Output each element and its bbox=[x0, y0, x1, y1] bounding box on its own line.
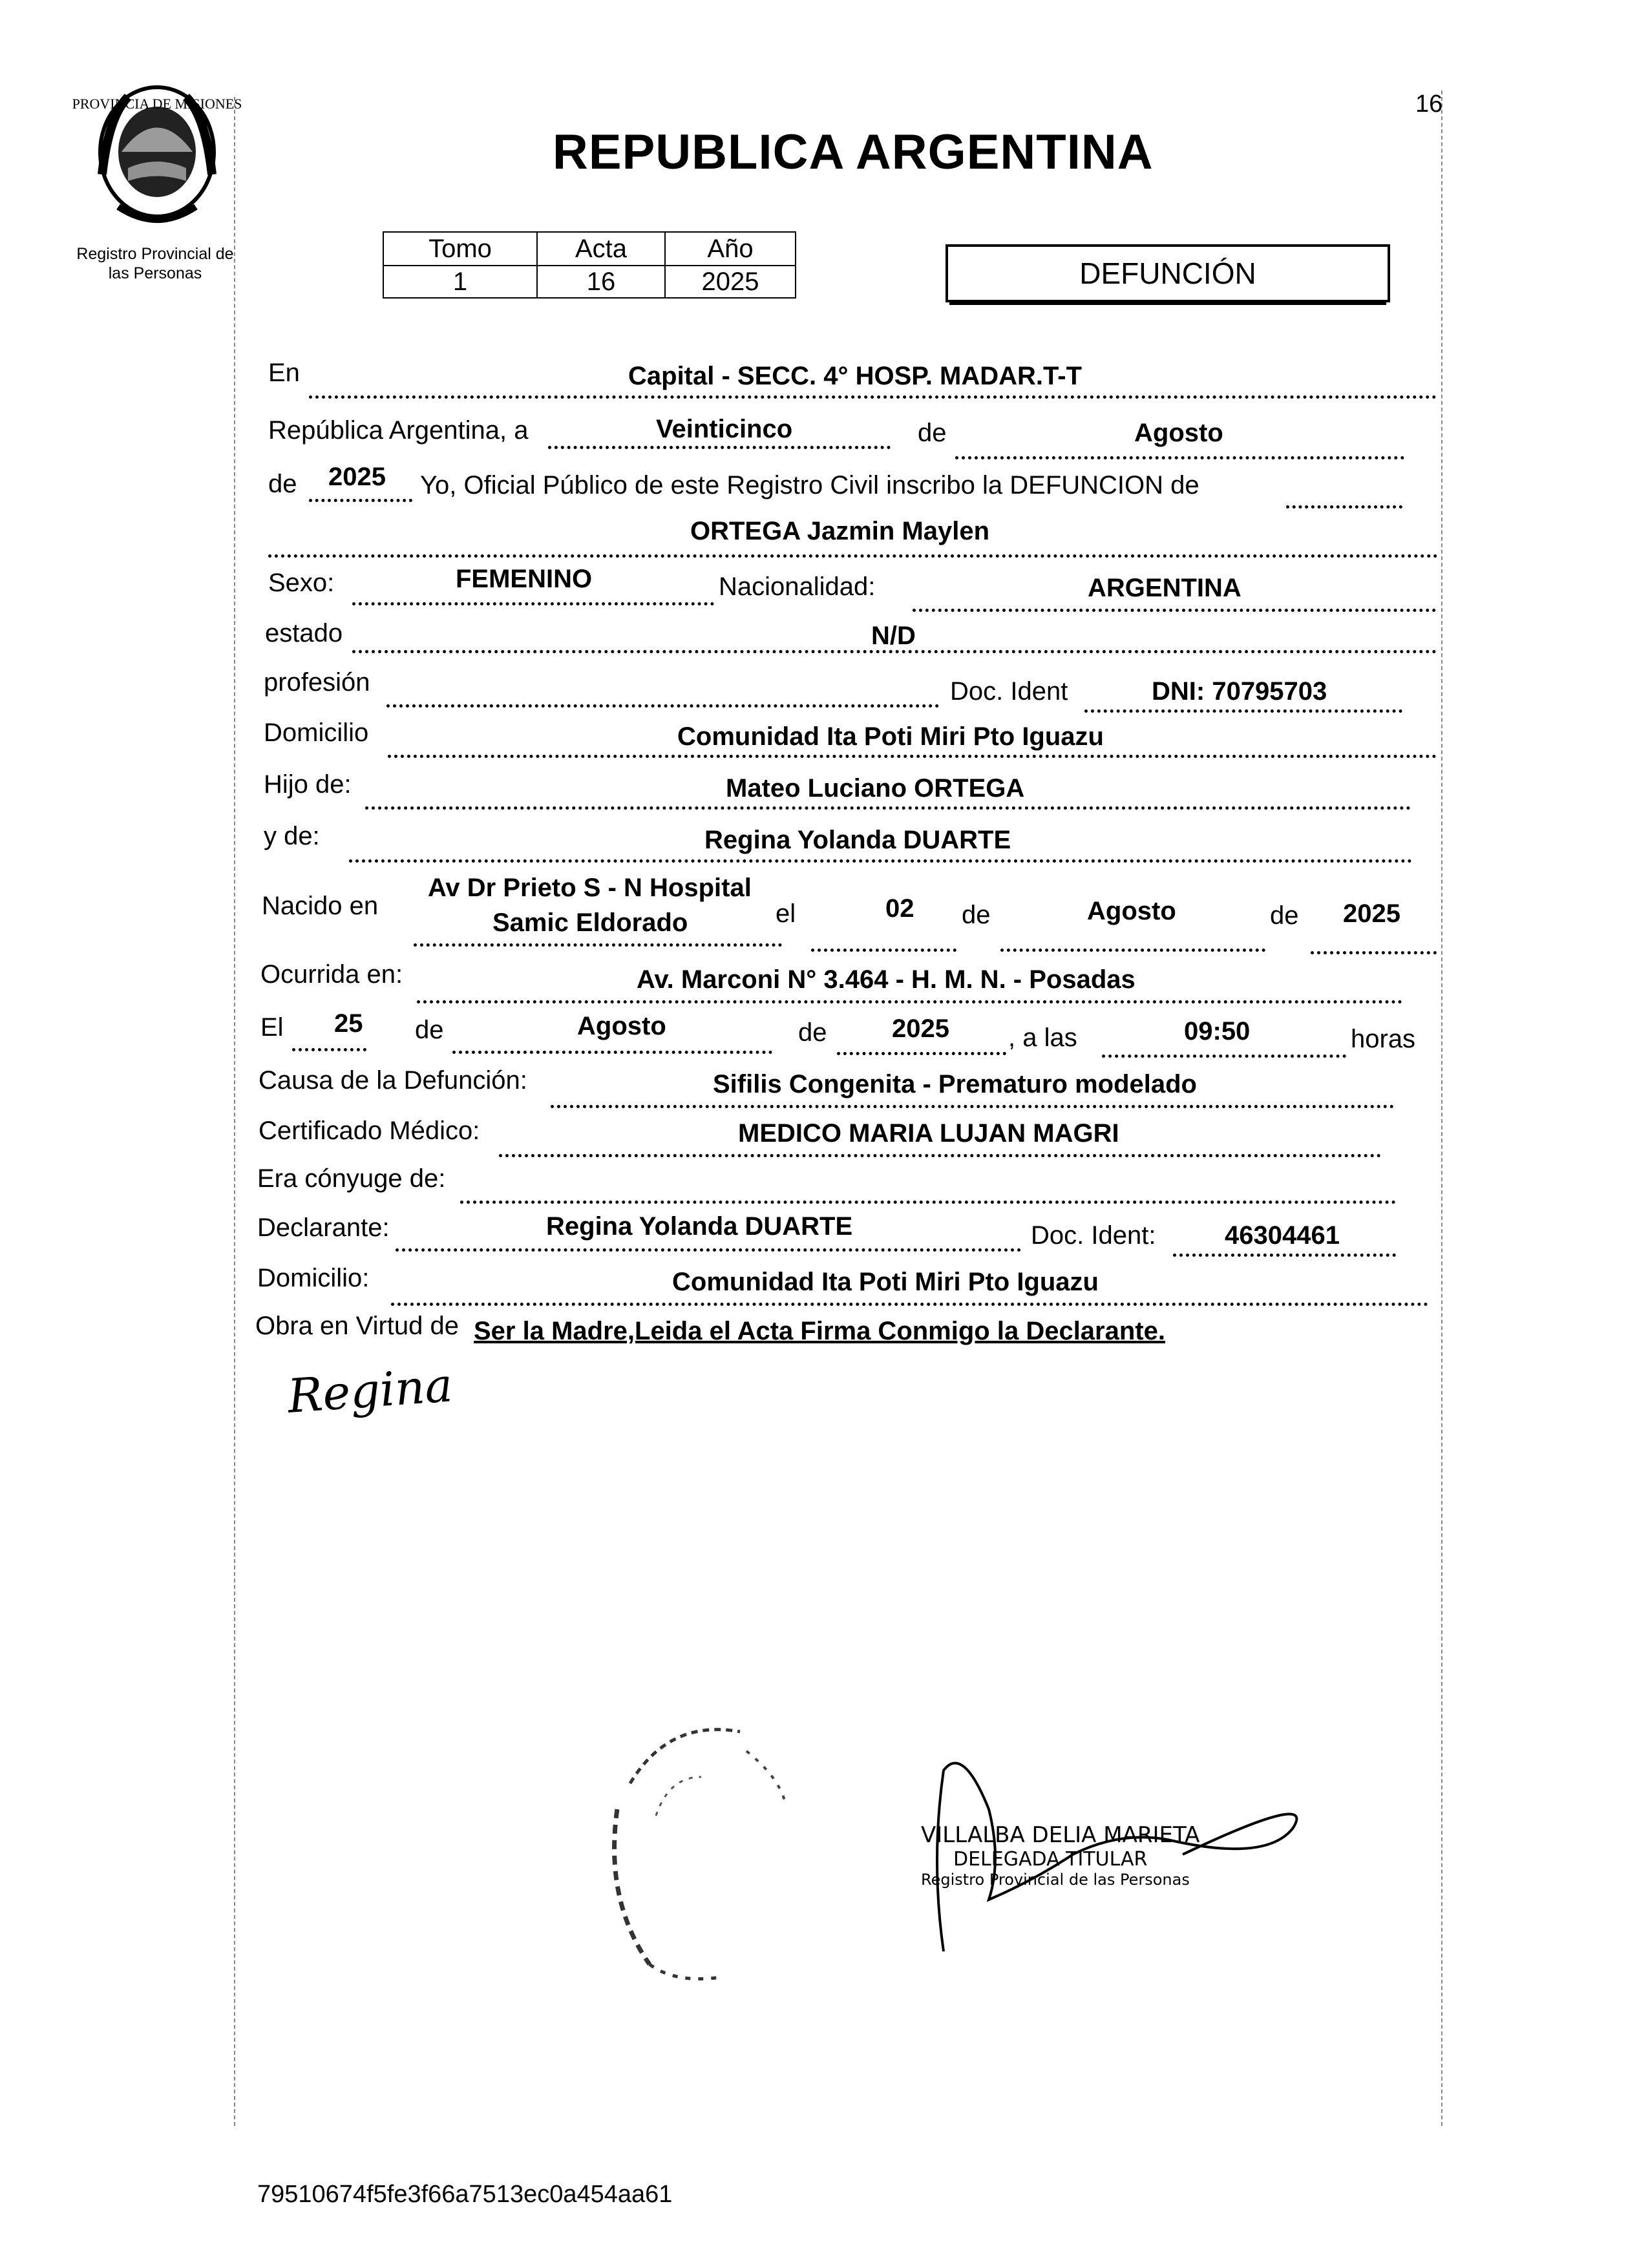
ocurrida-label: Ocurrida en: bbox=[260, 960, 403, 989]
nacionalidad-value: ARGENTINA bbox=[1088, 574, 1241, 602]
de-label-3: de bbox=[962, 901, 991, 929]
nac-dia-line bbox=[811, 949, 956, 952]
nacionalidad-line bbox=[913, 609, 1436, 612]
domicilio2-line bbox=[391, 1303, 1428, 1306]
certificado-label: Certificado Médico: bbox=[259, 1117, 480, 1145]
padre-value: Mateo Luciano ORTEGA bbox=[726, 774, 1025, 803]
def-anio-line bbox=[837, 1052, 1006, 1055]
def-mes-value: Agosto bbox=[577, 1012, 666, 1040]
causa-value: Sifilis Congenita - Prematuro modelado bbox=[713, 1070, 1197, 1098]
madre-line bbox=[349, 859, 1412, 863]
el2-label: El bbox=[260, 1013, 284, 1042]
inscribo-text: Yo, Oficial Público de este Registro Civil inscribo la DEFUNCION de bbox=[420, 471, 1199, 499]
def-dia-value: 25 bbox=[334, 1009, 363, 1038]
official-name: VILLALBA DELIA MARIETA bbox=[921, 1822, 1200, 1848]
def-anio-value: 2025 bbox=[892, 1014, 949, 1043]
el-label: el bbox=[776, 899, 796, 928]
padre-line bbox=[365, 806, 1411, 810]
svg-text:PROVINCIA DE MISIONES: PROVINCIA DE MISIONES bbox=[72, 96, 242, 112]
obra-label: Obra en Virtud de bbox=[255, 1312, 460, 1340]
estado-value: N/D bbox=[871, 622, 916, 650]
value-tomo: 1 bbox=[383, 266, 537, 298]
doc-value: DNI: 70795703 bbox=[1152, 677, 1327, 706]
causa-label: Causa de la Defunción: bbox=[259, 1066, 527, 1095]
nac-anio-value: 2025 bbox=[1343, 899, 1400, 928]
conyuge-line bbox=[460, 1201, 1396, 1204]
sexo-line bbox=[352, 602, 714, 605]
hijo-label: Hijo de: bbox=[264, 770, 352, 799]
de-label-4: de bbox=[1270, 901, 1299, 930]
doc2-value: 46304461 bbox=[1225, 1221, 1340, 1250]
ocurrida-line bbox=[417, 1000, 1402, 1003]
madre-value: Regina Yolanda DUARTE bbox=[704, 826, 1011, 854]
causa-line bbox=[551, 1105, 1394, 1108]
declarante-label: Declarante: bbox=[257, 1213, 390, 1242]
lugar-value: Capital - SECC. 4° HOSP. MADAR.T-T bbox=[628, 362, 1083, 390]
page-number: 16 bbox=[1415, 90, 1443, 118]
left-margin-line bbox=[234, 97, 235, 2126]
official-stamp-text bbox=[921, 1822, 1199, 1889]
horas-label: horas bbox=[1351, 1025, 1416, 1053]
header-anio: Año bbox=[665, 232, 796, 266]
nac-dia-value: 02 bbox=[885, 894, 914, 923]
certificado-value: MEDICO MARIA LUJAN MAGRI bbox=[738, 1119, 1119, 1148]
registry-name bbox=[45, 244, 265, 283]
act-type: DEFUNCIÓN bbox=[1079, 257, 1256, 290]
def-mes-line bbox=[452, 1051, 772, 1054]
domicilio2-value: Comunidad Ita Poti Miri Pto Iguazu bbox=[672, 1268, 1099, 1296]
official-registry: Registro Provincial de las Personas bbox=[921, 1871, 1190, 1889]
header-acta: Acta bbox=[537, 232, 665, 266]
de-label-1: de bbox=[918, 419, 947, 447]
declarant-signature: Regina bbox=[286, 1358, 454, 1423]
republica-label: República Argentina, a bbox=[268, 416, 529, 445]
province-seal bbox=[72, 78, 242, 233]
nombre-line bbox=[268, 554, 1438, 558]
inscribo-line bbox=[1286, 505, 1402, 509]
mes-value: Agosto bbox=[1134, 419, 1223, 447]
anio-line bbox=[309, 499, 412, 502]
official-title: DELEGADA TITULAR bbox=[953, 1848, 1148, 1871]
value-anio: 2025 bbox=[665, 266, 796, 298]
conyuge-label: Era cónyuge de: bbox=[257, 1164, 446, 1193]
doc-label: Doc. Ident bbox=[950, 677, 1068, 706]
doc2-line bbox=[1173, 1254, 1396, 1257]
profesion-label: profesión bbox=[264, 668, 370, 697]
yde-label: y de: bbox=[264, 822, 320, 850]
dia-line bbox=[548, 446, 891, 449]
doc2-label: Doc. Ident: bbox=[1031, 1221, 1156, 1250]
de-label-6: de bbox=[798, 1018, 827, 1047]
nacido-line1: Av Dr Prieto S - N Hospital bbox=[428, 874, 752, 902]
def-dia-line bbox=[292, 1048, 366, 1051]
lugar-label: En bbox=[268, 359, 300, 387]
nac-mes-line bbox=[1000, 949, 1265, 952]
hora-line bbox=[1102, 1055, 1346, 1058]
doc-line bbox=[1084, 709, 1402, 713]
de-label-5: de bbox=[415, 1016, 444, 1044]
lugar-line bbox=[309, 395, 1437, 399]
nac-anio-line bbox=[1311, 951, 1437, 954]
document-hash: 79510674f5fe3f66a7513ec0a454aa61 bbox=[257, 2181, 673, 2208]
nac-mes-value: Agosto bbox=[1087, 897, 1176, 925]
record-table bbox=[383, 231, 796, 299]
mes-line bbox=[955, 456, 1404, 459]
domicilio-label: Domicilio bbox=[264, 719, 369, 747]
certificado-line bbox=[499, 1154, 1381, 1157]
sexo-value: FEMENINO bbox=[456, 565, 593, 593]
domicilio-value: Comunidad Ita Poti Miri Pto Iguazu bbox=[677, 722, 1104, 751]
nacido-line bbox=[414, 943, 782, 947]
nacido-line2: Samic Eldorado bbox=[492, 908, 688, 937]
declarante-line bbox=[396, 1248, 1021, 1252]
alas-label: , a las bbox=[1008, 1024, 1077, 1052]
nombre-value: ORTEGA Jazmin Maylen bbox=[690, 517, 990, 545]
ocurrida-value: Av. Marconi N° 3.464 - H. M. N. - Posadas bbox=[637, 965, 1136, 994]
registry-name-line1: Registro Provincial de bbox=[76, 245, 234, 263]
hora-value: 09:50 bbox=[1184, 1017, 1251, 1045]
nacido-label: Nacido en bbox=[262, 892, 379, 920]
header-tomo: Tomo bbox=[383, 232, 537, 266]
domicilio2-label: Domicilio: bbox=[257, 1264, 370, 1292]
act-type-box bbox=[945, 244, 1390, 302]
right-margin-line bbox=[1441, 90, 1442, 2126]
value-acta: 16 bbox=[537, 266, 665, 298]
anio-value: 2025 bbox=[328, 463, 386, 491]
domicilio-line bbox=[388, 755, 1437, 758]
estado-label: estado bbox=[265, 619, 343, 647]
de-label-2: de bbox=[268, 470, 297, 498]
declarante-value: Regina Yolanda DUARTE bbox=[546, 1212, 853, 1241]
page-title: REPUBLICA ARGENTINA bbox=[553, 125, 1154, 180]
obra-value: Ser la Madre,Leida el Acta Firma Conmigo la Declarante. bbox=[474, 1317, 1165, 1345]
profesion-line bbox=[386, 704, 939, 708]
sexo-label: Sexo: bbox=[268, 569, 335, 597]
nacionalidad-label: Nacionalidad: bbox=[719, 572, 876, 601]
dia-value: Veinticinco bbox=[656, 415, 793, 443]
registry-name-line2: las Personas bbox=[108, 264, 202, 282]
official-seal bbox=[591, 1706, 837, 1990]
